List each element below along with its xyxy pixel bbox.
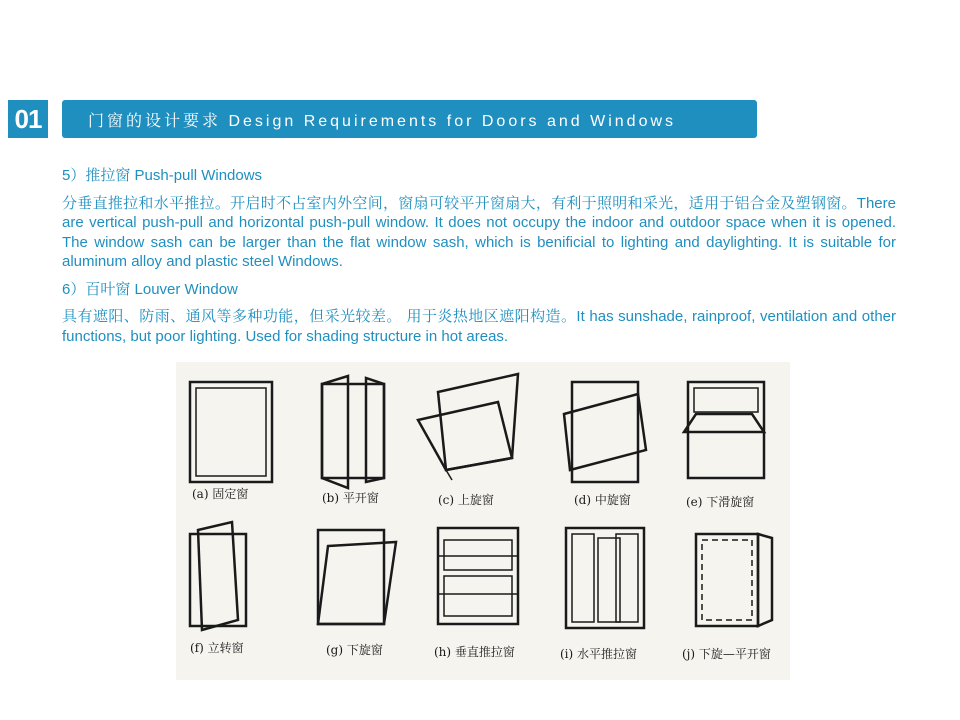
- louver-heading: 6）百叶窗 Louver Window: [62, 280, 238, 298]
- caption-center-pivot-window: (d) 中旋窗: [574, 493, 631, 507]
- push-pull-description: 分垂直推拉和水平推拉。开启时不占室内外空间，窗扇可较平开窗扇大，有利于照明和采光，适用于铝合金及塑钢窗。There are vertical push-pull and horizontal push-pull window. It does not occupy the indoor and outdoor space when it is opened. The window sash can be larger than the flat window sash, which is benificial to lighting and daylighting. It is suitable for aluminum alloy and plastic steel Windows.: [62, 194, 896, 270]
- caption-tilt-turn-window: (j) 下旋—平开窗: [682, 647, 771, 661]
- window-types-diagram: [176, 362, 790, 680]
- caption-top-hung-window: (c) 上旋窗: [438, 493, 494, 507]
- caption-horizontal-sliding-window: (i) 水平推拉窗: [560, 647, 638, 661]
- caption-fixed-window: (a) 固定窗: [192, 487, 249, 501]
- push-pull-heading: 5）推拉窗 Push-pull Windows: [62, 167, 263, 184]
- horizontal-sliding-window-drawing: [566, 528, 644, 628]
- fixed-window-drawing: [190, 382, 272, 482]
- vertical-sliding-window-drawing: [438, 528, 518, 624]
- tilt-turn-window-drawing: [696, 534, 772, 626]
- vertical-pivot-window-drawing: [190, 522, 246, 630]
- caption-vertical-sliding-window: (h) 垂直推拉窗: [434, 645, 515, 659]
- center-pivot-window-drawing: [564, 382, 646, 482]
- caption-bottom-pivot-window: (e) 下滑旋窗: [686, 495, 755, 509]
- louver-description: 具有遮阳、防雨、通风等多种功能，但采光较差。 用于炎热地区遮阳构造。It has sunshade, rainproof, ventilation and other functions, but poor lighting. Used for shading structure in hot areas.: [62, 308, 896, 345]
- hopper-window-drawing: [318, 530, 396, 624]
- caption-vertical-pivot-window: (f) 立转窗: [190, 641, 244, 655]
- section-number-badge: 01: [8, 100, 48, 138]
- bottom-pivot-window-drawing: [684, 382, 764, 478]
- section-title-bar: [62, 100, 757, 138]
- casement-window-drawing: [322, 376, 384, 488]
- window-types-figure: [176, 362, 790, 680]
- top-hung-window-drawing: [418, 374, 518, 480]
- caption-hopper-window: (g) 下旋窗: [326, 643, 383, 657]
- content-body: [62, 166, 896, 354]
- section-title: 门窗的设计要求 Design Requirements for Doors and Windows: [88, 112, 677, 130]
- caption-casement-window: (b) 平开窗: [322, 491, 379, 505]
